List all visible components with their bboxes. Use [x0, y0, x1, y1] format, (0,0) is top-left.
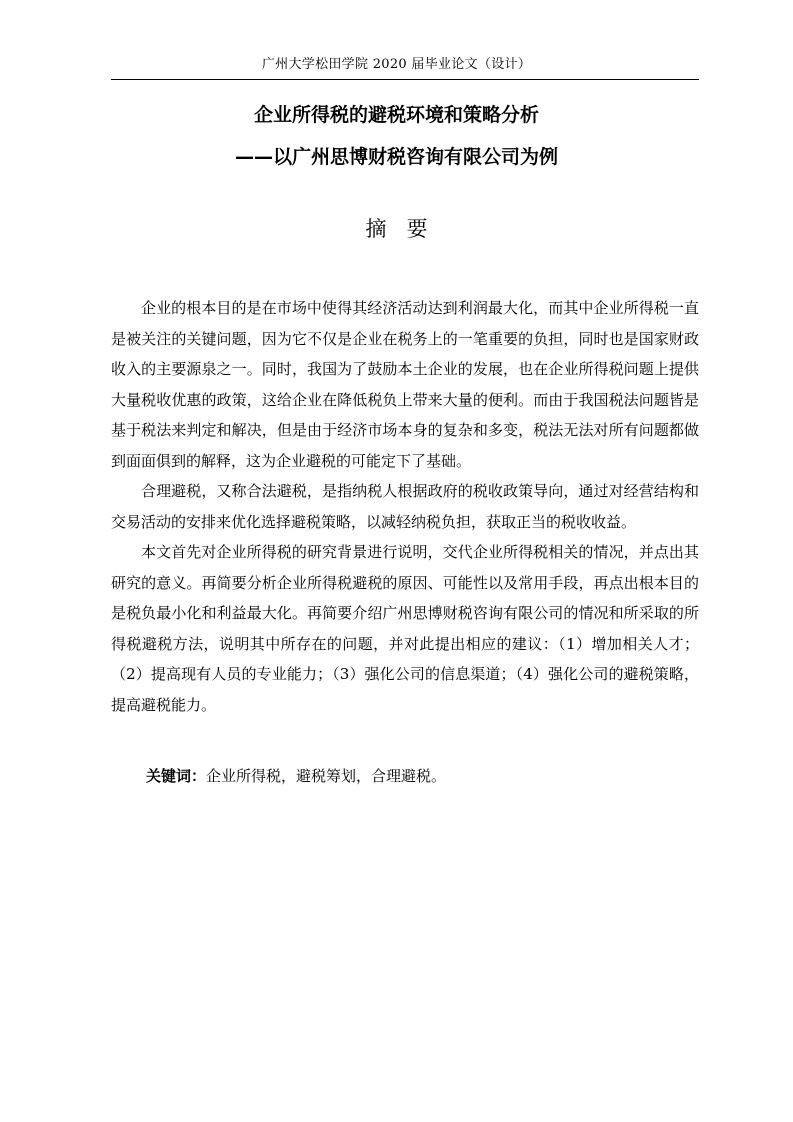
paper-title: 企业所得税的避税环境和策略分析 [253, 104, 539, 126]
abstract-paragraph: 合理避税，又称合法避税，是指纳税人根据政府的税收政策导向，通过对经营结构和交易活动的安排来优化选择避税策略，以减轻纳税负担，获取正当的税收收益。 [111, 482, 699, 531]
abstract-paragraph: 本文首先对企业所得税的研究背景进行说明，交代企业所得税相关的情况，并点出其研究的意义。再简要分析企业所得税避税的原因、可能性以及常用手段，再点出根本目的是税负最小化和利益最大化。再简要介绍广州思博财税咨询有限公司的情况和所采取的所得税避税方法，说明其中所存在的问题，并对此提出相应的建议：（1）增加相关人才；（2）提高现有人员的专业能力；（3）强化公司的信息渠道；（4）强化公司的避税策略，提高避税能力。 [111, 543, 699, 714]
running-header: 广州大学松田学院 2020 届毕业论文（设计） [261, 57, 532, 72]
abstract-heading: 摘要 [365, 217, 448, 241]
abstract-body [111, 293, 699, 720]
keywords-label: 关键词： [146, 767, 207, 785]
abstract-paragraph: 企业的根本目的是在市场中使得其经济活动达到利润最大化，而其中企业所得税一直是被关注的关键问题，因为它不仅是企业在税务上的一笔重要的负担，同时也是国家财政收入的主要源泉之一。同时，我国为了鼓励本土企业的发展，也在企业所得税问题上提供大量税收优惠的政策，这给企业在降低税负上带来大量的便利。而由于我国税法问题皆是基于税法来判定和解决，但是由于经济市场本身的复杂和多变，税法无法对所有问题都做到面面俱到的解释，这为企业避税的可能定下了基础。 [111, 299, 699, 470]
header-rule [111, 79, 699, 80]
paper-subtitle: ——以广州思博财税咨询有限公司为例 [234, 146, 558, 168]
keywords-text: 企业所得税，避税筹划，合理避税。 [206, 767, 447, 785]
keywords-line [146, 761, 699, 791]
